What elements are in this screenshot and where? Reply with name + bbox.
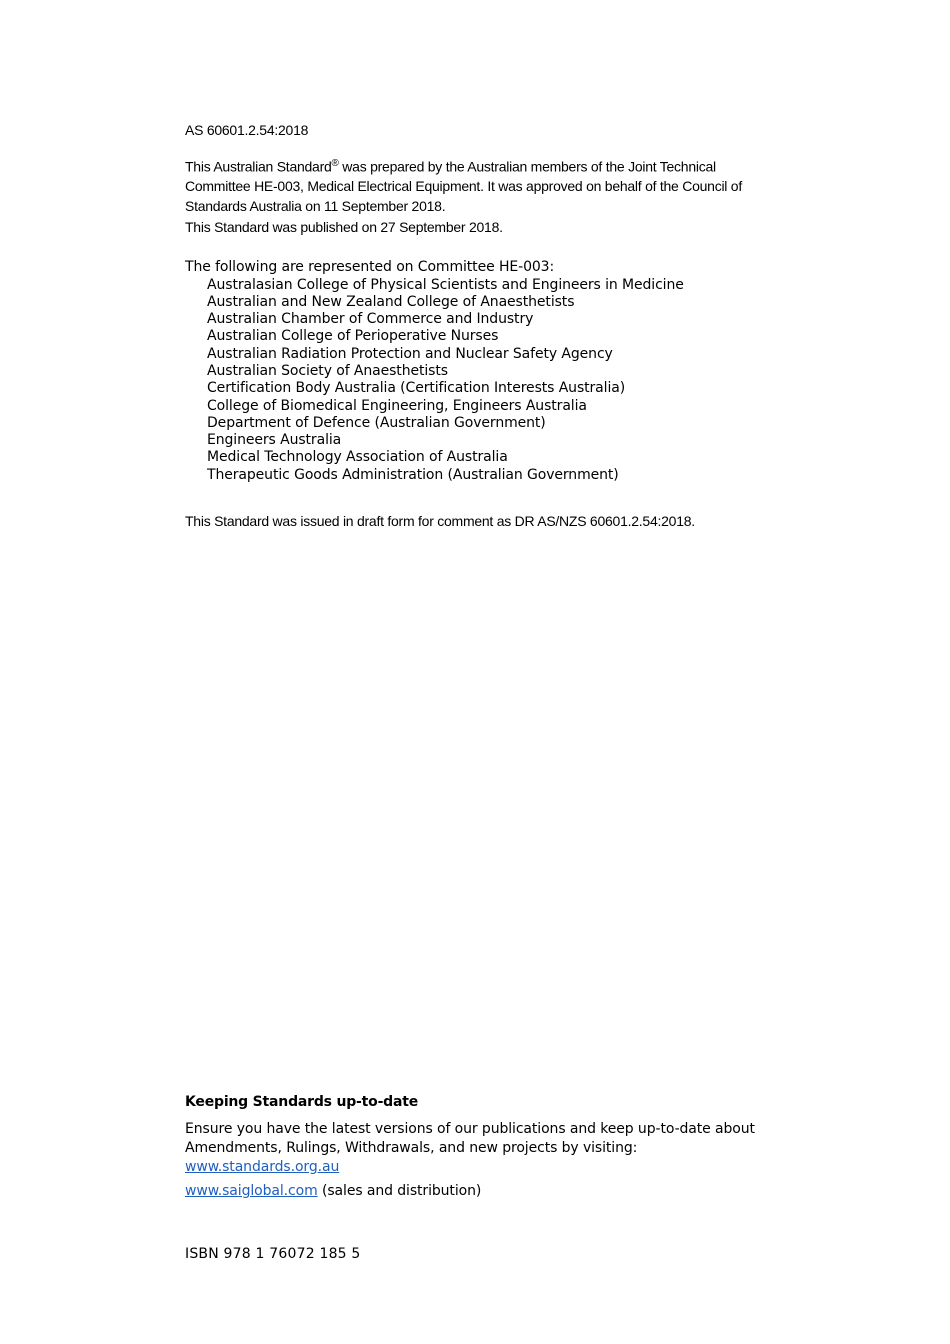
keeping-up-to-date-heading: Keeping Standards up-to-date (185, 1094, 419, 1110)
publication-statement: This Standard was published on 27 September 2018. (185, 219, 503, 235)
committee-member: Australian and New Zealand College of Anaesthetists (207, 293, 575, 310)
committee-member: College of Biomedical Engineering, Engineers Australia (207, 397, 587, 414)
committee-member: Certification Body Australia (Certification Interests Australia) (207, 380, 626, 397)
committee-member: Australian Chamber of Commerce and Industry (207, 311, 534, 328)
committee-member: Medical Technology Association of Australia (207, 449, 508, 466)
committee-member: Australasian College of Physical Scientists and Engineers in Medicine (207, 276, 684, 293)
committee-member: Australian Society of Anaesthetists (207, 362, 448, 379)
committee-section (185, 259, 684, 484)
standards-website-link[interactable]: www.standards.org.au (185, 1159, 340, 1175)
draft-statement: This Standard was issued in draft form for comment as DR AS/NZS 60601.2.54:2018. (185, 513, 695, 529)
registered-mark: ® (331, 158, 339, 169)
saiglobal-website-link[interactable]: www.saiglobal.com (185, 1183, 318, 1199)
committee-member: Department of Defence (Australian Government) (207, 414, 546, 431)
committee-members-list (185, 277, 684, 485)
committee-member: Engineers Australia (207, 432, 342, 449)
committee-member: Australian College of Perioperative Nurses (207, 328, 499, 345)
isbn-number: ISBN 978 1 76072 185 5 (185, 1246, 361, 1262)
saiglobal-note: (sales and distribution) (317, 1183, 482, 1199)
committee-member: Australian Radiation Protection and Nuclear Safety Agency (207, 345, 613, 362)
keeping-description: Ensure you have the latest versions of our publications and keep up-to-date about Amendments, Rulings, Withdrawals, and new projects by visiting: (185, 1121, 755, 1156)
committee-member: Therapeutic Goods Administration (Australian Government) (207, 466, 619, 483)
saiglobal-line (185, 1183, 481, 1199)
keeping-up-to-date-body (185, 1120, 765, 1177)
preparation-statement (185, 154, 775, 216)
prepared-text-end: was prepared by the Australian members of the Joint Technical Committee HE-003, Medical Electrical Equipment. It was approved on behalf of the Council of Standards Australia on 11 September 2018. (185, 158, 742, 214)
prepared-text-start: This Australian Standard (185, 158, 332, 175)
standard-designation: AS 60601.2.54:2018 (185, 122, 309, 138)
committee-intro: The following are represented on Committee HE-003: (185, 259, 555, 275)
